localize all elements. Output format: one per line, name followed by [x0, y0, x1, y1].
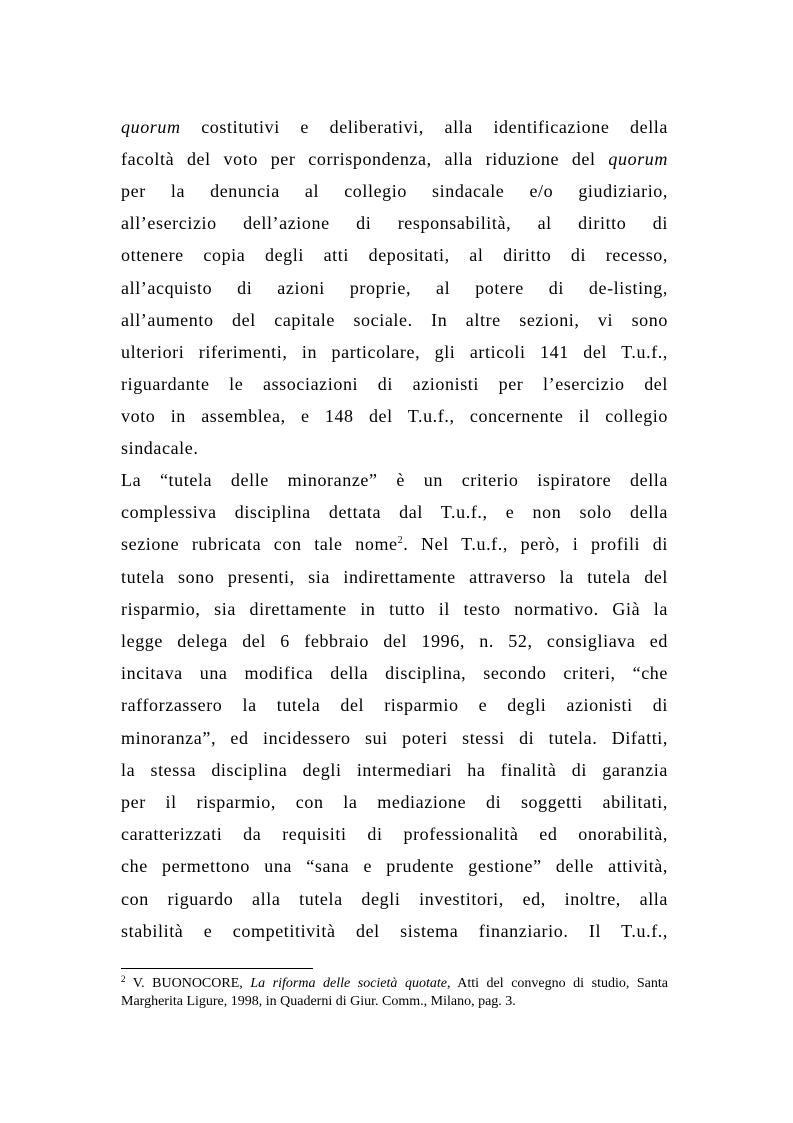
paragraph-line: ottenere copia degli atti depositati, al diritto di recesso, — [121, 245, 668, 265]
footnote-line: $^2$ V. BUONOCORE, La riforma delle società quotate, Atti del convegno di studio, Santa — [121, 974, 669, 991]
italic-term: quorum — [608, 149, 668, 169]
paragraph-line: ulteriori riferimenti, in particolare, gli articoli 141 del T.u.f., — [121, 342, 668, 362]
footnote-separator — [121, 968, 313, 969]
paragraph-line: con riguardo alla tutela degli investitori, ed, inoltre, alla — [121, 889, 668, 909]
paragraph-line: all’aumento del capitale sociale. In altre sezioni, vi sono — [121, 310, 668, 330]
paragraph-line: per la denuncia al collegio sindacale e/o giudiziario, — [121, 181, 668, 201]
paragraph-line: incitava una modifica della disciplina, secondo criteri, “che — [121, 663, 668, 683]
paragraph-line: per il risparmio, con la mediazione di soggetti abilitati, — [121, 792, 668, 812]
footnote-line: Margherita Ligure, 1998, in Quaderni di Giur. Comm., Milano, pag. 3. — [121, 994, 516, 1009]
footnote-title: La riforma delle società quotate — [250, 976, 447, 991]
footnote-reference[interactable]: 2 — [397, 535, 404, 546]
footnote-number: 2 — [121, 974, 126, 984]
italic-term: quorum — [121, 117, 181, 137]
paragraph-line: La “tutela delle minoranze” è un criterio ispiratore della — [121, 470, 668, 490]
paragraph-line: facoltà del voto per corrispondenza, alla riduzione del quorum — [121, 149, 668, 169]
paragraph-line: rafforzassero la tutela del risparmio e degli azionisti di — [121, 695, 668, 715]
paragraph-line: riguardante le associazioni di azionisti per l’esercizio del — [121, 374, 668, 394]
paragraph-line: sindacale. — [121, 438, 199, 458]
paragraph-line: la stessa disciplina degli intermediari ha finalità di garanzia — [121, 760, 668, 780]
paragraph-line: voto in assemblea, e 148 del T.u.f., concernente il collegio — [121, 406, 668, 426]
paragraph-line: all’acquisto di azioni proprie, al potere di de-listing, — [121, 278, 668, 298]
paragraph-line: legge delega del 6 febbraio del 1996, n. 52, consigliava ed — [121, 631, 668, 651]
paragraph-line: caratterizzati da requisiti di professionalità ed onorabilità, — [121, 824, 668, 844]
paragraph-line: che permettono una “sana e prudente gestione” delle attività, — [121, 856, 668, 876]
paragraph-line: minoranza”, ed incidessero sui poteri stessi di tutela. Difatti, — [121, 728, 668, 748]
paragraph-line: stabilità e competitività del sistema finanziario. Il T.u.f., — [121, 921, 668, 941]
paragraph-line: sezione rubricata con tale nome$^2$. Nel T.u.f., però, i profili di — [121, 534, 668, 554]
paragraph-line: all’esercizio dell’azione di responsabilità, al diritto di — [121, 213, 668, 233]
paragraph-line: risparmio, sia direttamente in tutto il testo normativo. Già la — [121, 599, 668, 619]
paragraph-line: tutela sono presenti, sia indirettamente attraverso la tutela del — [121, 567, 668, 587]
paragraph-line: complessiva disciplina dettata dal T.u.f., e non solo della — [121, 502, 668, 522]
paragraph-line: quorum costitutivi e deliberativi, alla identificazione della — [121, 117, 668, 137]
